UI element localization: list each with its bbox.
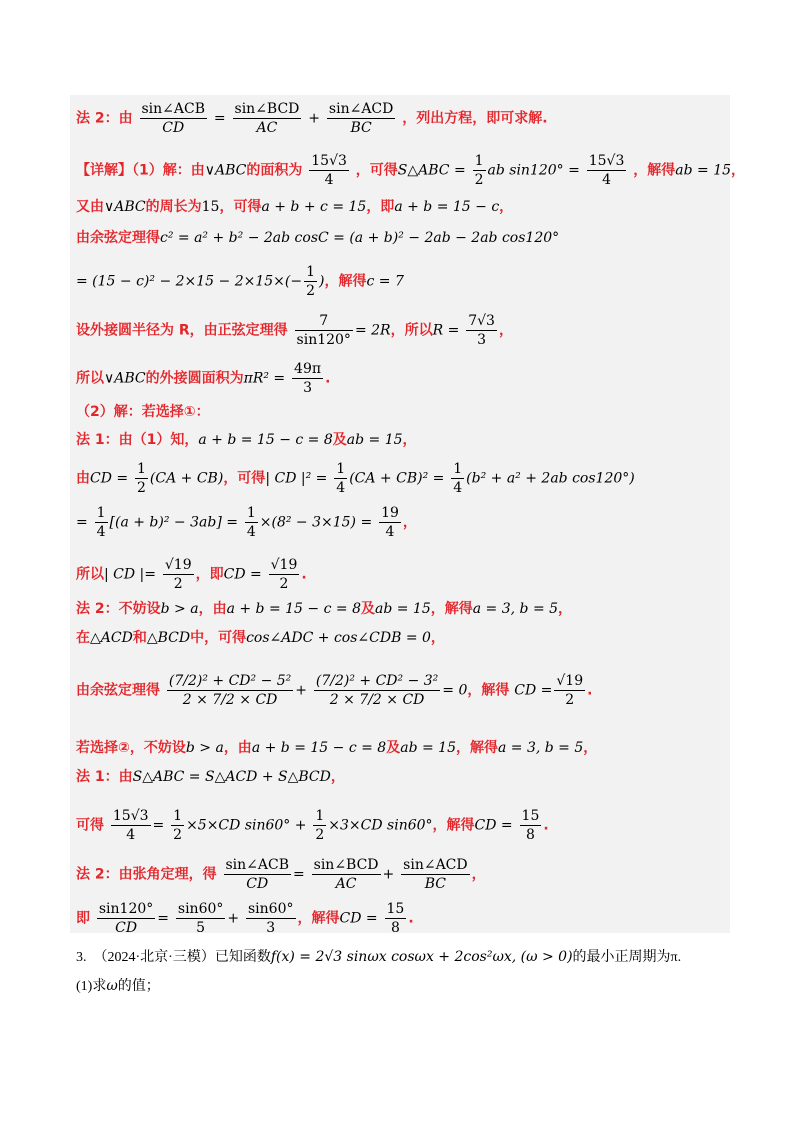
text: 即 — [76, 910, 90, 927]
text: ， — [402, 432, 417, 448]
denominator: AC — [312, 874, 381, 893]
fraction — [451, 460, 464, 497]
line-area-split — [76, 767, 345, 787]
math: ∨ABC — [104, 370, 146, 387]
denominator: 2 — [315, 827, 325, 843]
denominator: 3 — [466, 330, 497, 349]
math: a + b = 15 − c = 8 — [198, 432, 333, 448]
text: 若选择②，不妨设 — [76, 740, 186, 756]
denominator: CD — [224, 874, 292, 893]
denominator: 3 — [292, 378, 323, 397]
math: = (15 − c)² − 2×15 − 2×15×(− — [76, 273, 303, 290]
text: . — [587, 682, 593, 699]
line-solve-c — [76, 263, 404, 300]
math: = 2R — [354, 322, 391, 339]
fraction — [245, 504, 258, 541]
math: ab sin120° = — [487, 162, 580, 179]
denominator: 4 — [336, 480, 346, 496]
math: = — [76, 514, 88, 531]
text: ，所以 — [390, 322, 433, 339]
fraction — [135, 460, 148, 497]
question-formula: f(x) = 2√3 sinωx cosωx + 2cos²ωx, (ω > 0) — [270, 949, 573, 965]
fraction — [171, 807, 184, 844]
text: ， — [471, 866, 486, 883]
fraction — [385, 900, 407, 937]
denominator: CD — [97, 918, 155, 937]
fraction — [312, 856, 381, 893]
fraction — [309, 152, 349, 189]
numerator: sin120° — [98, 901, 154, 917]
line-method2-hint — [76, 100, 548, 137]
denominator: 4 — [379, 522, 401, 541]
numerator: sin∠BCD — [234, 101, 300, 117]
numerator: sin∠ACB — [141, 101, 206, 117]
line-vector-cd — [76, 460, 635, 497]
text: ， — [430, 630, 445, 646]
math: [(a + b)² − 3ab] = — [109, 514, 238, 531]
line-vector-calc — [76, 504, 417, 541]
fraction — [327, 100, 395, 137]
text: ， — [731, 162, 746, 179]
text: . — [301, 566, 307, 583]
math: △BCD — [146, 630, 191, 646]
line-angle-theorem — [76, 856, 486, 893]
line-circumradius — [76, 312, 513, 349]
math: ab = 15 — [400, 740, 456, 756]
plus: + — [308, 110, 321, 127]
text: . — [325, 370, 331, 387]
text: 【详解】（1）解：由 — [76, 162, 205, 179]
denominator: sin120° — [296, 332, 351, 348]
question-number: 3. — [76, 950, 87, 965]
text: ，解得 — [633, 162, 676, 179]
denominator: AC — [233, 118, 302, 137]
line-circle-area — [76, 360, 330, 397]
math: ×3×CD sin60° — [328, 817, 433, 834]
fraction — [97, 900, 155, 937]
denominator: 3 — [246, 918, 296, 937]
text: ，解得 — [297, 910, 340, 927]
math: CD = — [474, 817, 513, 834]
numerator: 15 — [386, 901, 405, 917]
denominator: 4 — [309, 170, 349, 189]
numerator: sin∠BCD — [313, 857, 379, 873]
math: a + b = 15 − c = 8 — [226, 601, 361, 617]
math: S△ABC = — [397, 162, 466, 179]
text: 法 2：由张角定理，得 — [76, 866, 217, 883]
omega-symbol: ω — [106, 978, 118, 994]
denominator: CD — [140, 118, 208, 137]
line-cd-result — [76, 556, 307, 593]
denominator: 4 — [453, 480, 463, 496]
text: ，解得 — [324, 273, 367, 290]
denominator: 4 — [111, 825, 151, 844]
denominator: 2 — [173, 827, 183, 843]
text: 的周长为 — [145, 199, 202, 215]
numerator: 1 — [474, 153, 484, 169]
numerator: 1 — [453, 461, 463, 477]
denominator: 4 — [587, 170, 627, 189]
text: 设外接圆半径为 R，由正弦定理得 — [76, 322, 288, 339]
line-cosine-law — [76, 228, 559, 248]
numerator: 1 — [315, 808, 325, 824]
math: | CD |= — [104, 566, 157, 583]
text: ，解得 — [430, 601, 473, 617]
text: ， — [583, 740, 598, 756]
text: 由余弦定理得 — [76, 682, 160, 699]
text: ，可得 — [219, 199, 262, 215]
line-detail-area — [76, 152, 745, 189]
math: c² = a² + b² − 2ab cosC = (a + b)² − 2ab − 2ab cos120° — [160, 230, 560, 246]
text: ， — [402, 514, 417, 531]
numerator: 7√3 — [468, 313, 495, 329]
numerator: √19 — [270, 557, 298, 573]
math: ) — [319, 273, 325, 290]
text: 由余弦定理得 — [76, 230, 160, 246]
math: ×5×CD sin60° + — [186, 817, 307, 834]
numerator: √19 — [164, 557, 192, 573]
fraction — [401, 856, 469, 893]
fraction — [269, 556, 300, 593]
line-method2-assume — [76, 599, 572, 619]
question-source: （2024·北京·三模）已知函数 — [93, 950, 271, 965]
denominator: 5 — [176, 918, 226, 937]
text: 及 — [332, 432, 347, 448]
text: ，即 — [195, 566, 224, 583]
fraction — [246, 900, 296, 937]
denominator: BC — [401, 874, 469, 893]
numerator: (7/2)² + CD² − 3² — [315, 673, 439, 689]
fraction — [292, 360, 323, 397]
math: a = 3, b = 5 — [472, 601, 559, 617]
denominator: 2 — [554, 690, 585, 709]
text: (1)求 — [76, 979, 107, 994]
fraction — [167, 672, 293, 709]
numerator: 1 — [306, 264, 316, 280]
numerator: 1 — [246, 505, 256, 521]
question-tail: 的最小正周期为π. — [572, 950, 682, 965]
denominator: 2 — [306, 283, 316, 299]
denominator: 4 — [96, 524, 106, 540]
numerator: 15 — [521, 808, 540, 824]
numerator: 1 — [137, 461, 146, 477]
math: CD = — [339, 910, 378, 927]
text: ，解得 — [455, 740, 498, 756]
text: ，由 — [198, 601, 227, 617]
text: 和 — [132, 630, 147, 646]
text: 法 2：不妨设 — [76, 601, 161, 617]
numerator: sin∠ACB — [225, 857, 290, 873]
text: 的外接圆面积为 — [145, 370, 244, 387]
numerator: 1 — [173, 808, 183, 824]
plus: + — [382, 866, 395, 883]
text: 法 1：由（1）知， — [76, 432, 199, 448]
fraction — [295, 312, 353, 349]
numerator: sin∠ACD — [328, 101, 394, 117]
math: ab = 15 — [675, 162, 732, 179]
math: (CA + CB) — [149, 470, 224, 487]
math: 15 — [201, 199, 220, 215]
text: 可得 — [76, 817, 104, 834]
numerator: 15√3 — [588, 153, 625, 169]
fraction — [334, 460, 347, 497]
text: 的值； — [117, 979, 160, 994]
numerator: 15√3 — [112, 808, 149, 824]
text: ，由 — [223, 740, 252, 756]
text: . — [543, 817, 549, 834]
text: 由 — [76, 470, 90, 487]
line-choice2-assume — [76, 738, 597, 758]
numerator: 7 — [319, 313, 329, 329]
math: πR² = — [243, 370, 286, 387]
line-cosine-equation — [76, 672, 592, 709]
fraction — [176, 900, 226, 937]
line-area-equation — [76, 807, 549, 844]
question-3 — [76, 947, 681, 968]
math: c = 7 — [366, 273, 404, 290]
numerator: 1 — [96, 505, 106, 521]
text: ， — [558, 601, 573, 617]
denominator: 2 × 7/2 × CD — [167, 690, 293, 709]
equals: = — [293, 866, 305, 883]
text: 及 — [360, 601, 375, 617]
text: 所以 — [76, 370, 104, 387]
math: ab = 15 — [374, 601, 431, 617]
math: b > a — [185, 740, 224, 756]
text: ，解得 — [467, 682, 510, 699]
denominator: 4 — [246, 524, 256, 540]
text: 中，可得 — [190, 630, 247, 646]
text: ， — [499, 199, 514, 215]
equals: = — [157, 910, 170, 927]
denominator: 2 — [474, 172, 484, 188]
fraction — [313, 807, 326, 844]
line-method1-known — [76, 430, 417, 450]
fraction — [95, 504, 108, 541]
fraction — [233, 100, 302, 137]
text: ，列出方程，即可求解. — [402, 110, 548, 127]
denominator: 8 — [385, 918, 407, 937]
denominator: 2 — [137, 480, 146, 496]
line-triangles — [76, 628, 445, 648]
text: 在 — [76, 630, 90, 646]
text: 法 2：由 — [76, 110, 133, 127]
fraction — [304, 263, 317, 300]
fraction — [554, 672, 585, 709]
math: CD = — [90, 470, 129, 487]
math: a = 3, b = 5 — [497, 740, 584, 756]
denominator: BC — [327, 118, 395, 137]
math: ∨ABC — [204, 162, 247, 179]
math: S△ABC = S△ACD + S△BCD — [132, 769, 331, 785]
math: = — [152, 817, 165, 834]
text: ，可得 — [355, 162, 398, 179]
numerator: sin60° — [177, 901, 224, 917]
math: a + b = 15 − c — [394, 199, 500, 215]
question-3-part1 — [76, 976, 160, 997]
text: . — [408, 910, 414, 927]
fraction — [111, 807, 151, 844]
fraction — [520, 807, 542, 844]
math: CD = — [223, 566, 262, 583]
numerator: sin∠ACD — [403, 857, 468, 873]
plus: + — [295, 682, 308, 699]
fraction — [466, 312, 497, 349]
fraction — [473, 152, 486, 189]
math: (b² + a² + 2ab cos120°) — [466, 470, 635, 487]
math: △ACD — [90, 630, 133, 646]
denominator: 2 — [163, 574, 194, 593]
denominator: 8 — [520, 825, 542, 844]
denominator: 2 — [269, 574, 300, 593]
text: 及 — [386, 740, 401, 756]
math: cos∠ADC + cos∠CDB = 0 — [246, 630, 431, 646]
numerator: √19 — [556, 673, 584, 689]
text: ， — [498, 322, 513, 339]
numerator: 15√3 — [311, 153, 347, 169]
text: 的面积为 — [246, 162, 303, 179]
fraction — [379, 504, 401, 541]
numerator: 49π — [294, 361, 322, 377]
text: ，可得 — [223, 470, 266, 487]
numerator: 1 — [336, 461, 346, 477]
numerator: 19 — [381, 505, 399, 521]
fraction — [163, 556, 194, 593]
line-perimeter — [76, 197, 513, 217]
math: R = — [432, 322, 460, 339]
text: 又由 — [76, 199, 104, 215]
math: (CA + CB)² = — [349, 470, 445, 487]
text: ，即 — [366, 199, 395, 215]
line-part2-choice1 — [76, 402, 210, 422]
text: 法 1：由 — [76, 769, 133, 785]
text: 所以 — [76, 566, 104, 583]
math: | CD |² = — [265, 470, 328, 487]
denominator: 2 × 7/2 × CD — [314, 690, 440, 709]
fraction — [224, 856, 292, 893]
text: ， — [330, 769, 345, 785]
math: b > a — [160, 601, 199, 617]
math: = 0 — [442, 682, 468, 699]
text: （2）解：若选择①： — [76, 404, 210, 420]
equals: = — [213, 110, 226, 127]
math: a + b = 15 − c = 8 — [251, 740, 387, 756]
fraction — [587, 152, 627, 189]
line-angle-result — [76, 900, 414, 937]
math: ∨ABC — [104, 199, 146, 215]
numerator: (7/2)² + CD² − 5² — [168, 673, 292, 689]
math: a + b + c = 15 — [261, 199, 367, 215]
math: ab = 15 — [346, 432, 403, 448]
math: ×(8² − 3×15) = — [259, 514, 373, 531]
fraction — [140, 100, 208, 137]
plus: + — [227, 910, 240, 927]
text: ，解得 — [432, 817, 475, 834]
fraction — [314, 672, 440, 709]
math: CD = — [514, 682, 553, 699]
numerator: sin60° — [248, 901, 294, 917]
